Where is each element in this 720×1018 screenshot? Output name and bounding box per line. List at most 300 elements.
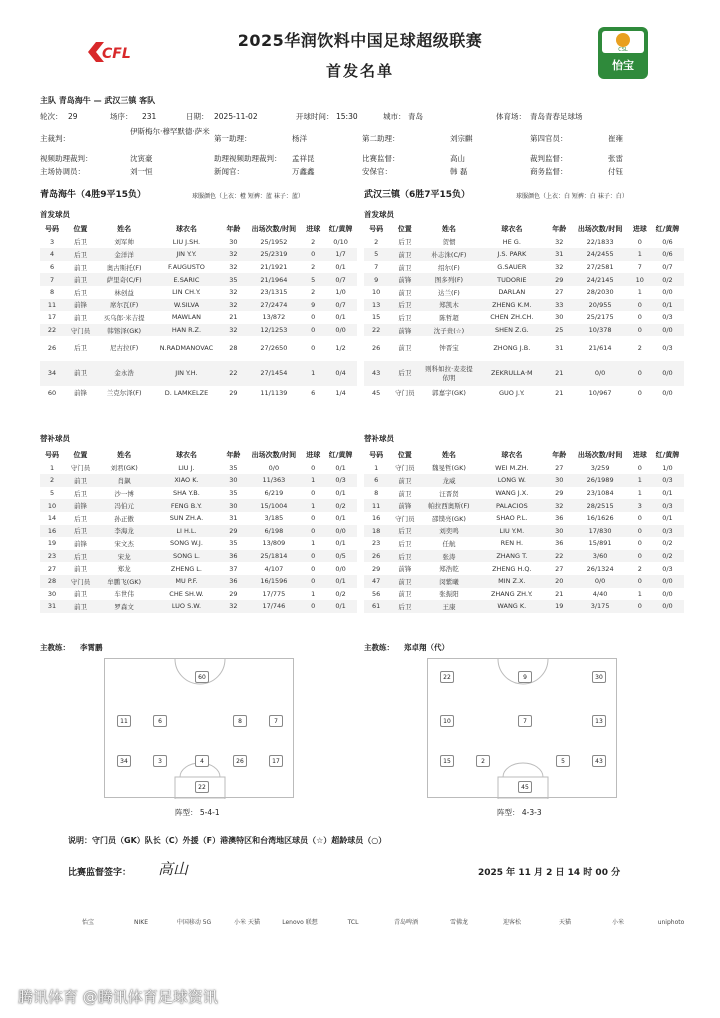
table-cell: 前锋 (64, 299, 97, 312)
table-cell: 0/2 (662, 539, 673, 548)
table-row (364, 487, 684, 500)
table-cell: 后卫 (388, 525, 421, 538)
table-cell: MAWLAN (171, 313, 202, 322)
column-header: 位置 (64, 223, 97, 236)
column-header: 年龄 (547, 449, 571, 462)
column-header: 号码 (40, 449, 64, 462)
table-cell: 后卫 (73, 514, 87, 523)
sponsor-logo (272, 908, 328, 938)
column-header: 出场次数/时间 (571, 449, 628, 462)
table-cell: 21 (555, 589, 564, 598)
sponsor-logo (643, 908, 699, 938)
official-label: 视频助理裁判： (40, 154, 93, 163)
table-cell: 萨里奇(C/F) (97, 273, 152, 286)
table-cell: ZHONG J.B. (493, 344, 531, 353)
table-cell: 17/775 (262, 589, 286, 598)
table-cell: 17 (47, 313, 57, 322)
table-cell: SUN ZH.A. (169, 514, 204, 523)
table-cell: 0/5 (324, 550, 357, 563)
table-row (40, 261, 357, 274)
table-row (364, 336, 684, 361)
table-cell: 1 (302, 361, 324, 386)
table-cell: 30 (229, 237, 238, 246)
table-cell: 37 (229, 564, 238, 573)
player-jersey-icon: 30 (592, 671, 606, 683)
table-cell: 32 (229, 263, 238, 272)
table-cell: 龙威 (421, 474, 476, 487)
table-cell: 26/1324 (586, 564, 614, 573)
svg-text:CFL: CFL (102, 46, 131, 62)
table-row (40, 575, 357, 588)
table-cell: 15/1004 (245, 499, 302, 512)
table-row (40, 588, 357, 601)
table-cell: 郑龙 (117, 565, 131, 574)
home-starters-table (40, 223, 357, 399)
table-row (40, 286, 357, 299)
table-cell: 16 (40, 525, 64, 538)
sponsor-logo (590, 908, 646, 938)
table-cell: PALACIOS (477, 499, 548, 512)
table-cell: 30 (221, 499, 245, 512)
table-cell: 后卫 (388, 600, 421, 613)
table-cell: 0 (311, 489, 316, 498)
table-cell: 前卫 (73, 565, 87, 574)
player-jersey-icon: 7 (518, 715, 532, 727)
table-row (40, 537, 357, 550)
table-cell: MIN Z.X. (477, 575, 548, 588)
table-cell: LIU J.SH. (172, 237, 201, 246)
table-cell: 孙正傲 (114, 514, 134, 523)
table-row (364, 588, 684, 601)
table-cell: 27/2474 (245, 299, 302, 312)
csl-logo (598, 27, 648, 79)
table-cell: 11 (364, 499, 388, 512)
table-row (40, 311, 357, 324)
table-cell: 张涛 (421, 550, 476, 563)
table-cell: 0/1 (662, 489, 673, 498)
city-label: 城市： (383, 112, 406, 121)
column-header: 号码 (364, 223, 388, 236)
table-cell: SONG L. (151, 550, 221, 563)
sponsor-logo (166, 908, 222, 938)
table-cell: 2 (311, 263, 316, 272)
column-header: 进球 (302, 223, 324, 236)
table-cell: 0 (629, 324, 651, 337)
sponsor-name: 中国移动 5G (176, 919, 212, 926)
table-cell: 0/7 (324, 273, 357, 286)
player-jersey-icon: 17 (269, 755, 283, 767)
table-cell: 2 (311, 288, 316, 297)
column-header: 年龄 (547, 223, 571, 236)
table-cell: ZHENG K.M. (477, 299, 548, 312)
table-cell: WANG K. (477, 600, 548, 613)
table-cell: 45 (371, 388, 381, 397)
sponsor-name: NIKE (134, 919, 148, 926)
table-cell: 后卫 (388, 299, 421, 312)
table-cell: 1 (629, 474, 651, 487)
table-cell: 4/107 (264, 564, 284, 573)
table-cell: 沈子贵(☆) (421, 324, 476, 337)
table-cell: 5 (302, 273, 324, 286)
table-cell: 后卫 (388, 550, 421, 563)
table-cell: 22 (221, 361, 245, 386)
table-row (40, 324, 357, 337)
table-cell: 1 (637, 589, 642, 598)
table-cell: 0/0 (651, 600, 684, 613)
table-cell: SHAO P.L. (496, 514, 528, 523)
table-cell: 陈哲超 (439, 313, 459, 322)
table-row (40, 273, 357, 286)
player-jersey-icon: 13 (592, 715, 606, 727)
table-cell: 7 (637, 263, 642, 272)
table-cell: 守门员 (395, 464, 415, 473)
table-cell: 1 (49, 463, 55, 472)
table-cell: 30 (547, 525, 571, 538)
away-formation-pitch (427, 658, 617, 798)
table-cell: 0/4 (324, 361, 357, 386)
home-subs-table (40, 449, 357, 613)
table-cell: 36 (555, 514, 564, 523)
table-cell: 守门员 (70, 464, 91, 473)
table-cell: 8 (49, 288, 55, 297)
sponsor-name: Lenovo 联想 (282, 919, 318, 926)
table-cell: 1 (311, 539, 316, 548)
table-cell: 28/2030 (586, 288, 614, 297)
official-label: 新闻官： (214, 167, 244, 176)
table-cell: 0 (311, 344, 316, 353)
sponsor-logo (325, 908, 381, 938)
table-row (364, 462, 684, 475)
table-cell: HAN R.Z. (151, 324, 221, 337)
away-coach-name: 郑卓翔（代） (404, 643, 449, 652)
table-row (40, 361, 357, 386)
column-header: 姓名 (421, 449, 476, 462)
column-header: 球衣名 (477, 223, 548, 236)
page-subtitle: 首发名单 (325, 62, 394, 80)
table-cell: 前卫 (388, 474, 421, 487)
table-cell: 7 (374, 263, 379, 272)
table-row (40, 236, 357, 249)
table-row (40, 299, 357, 312)
column-header: 红/黄牌 (324, 449, 357, 462)
table-cell: 0/6 (662, 237, 673, 246)
table-cell: 前锋 (388, 499, 421, 512)
home-coach-label: 主教练： (40, 643, 70, 652)
official-label: 第一助理： (214, 134, 252, 143)
game-value: 231 (142, 112, 157, 121)
table-cell: 0/0 (651, 324, 684, 337)
sponsor-name: 小米 天猫 (234, 919, 260, 926)
official-value: 付钰 (608, 167, 623, 176)
official-value: 杨洋 (292, 134, 307, 143)
table-cell: 后卫 (398, 313, 412, 322)
table-row (364, 386, 684, 399)
table-row (40, 499, 357, 512)
player-jersey-icon: 34 (117, 755, 131, 767)
table-cell: 兰克尔泽(F) (106, 389, 142, 398)
player-jersey-icon: 10 (440, 715, 454, 727)
away-starters-table (364, 223, 684, 399)
table-cell: 29 (371, 564, 381, 573)
table-cell: 0/1 (335, 263, 346, 272)
table-cell: 守门员 (395, 514, 415, 523)
table-cell: LIU J. (178, 463, 195, 472)
table-cell: LIN CH.Y. (172, 288, 201, 297)
table-row (364, 600, 684, 613)
table-row (364, 311, 684, 324)
table-cell: 16 (371, 514, 381, 523)
table-cell: 0 (629, 299, 651, 312)
away-formation-label: 阵型： 4-3-3 (497, 808, 542, 817)
table-cell: 29 (221, 525, 245, 538)
sponsor-name: 迎客松 (502, 919, 521, 926)
away-subs-title: 替补球员 (364, 434, 394, 443)
column-header: 号码 (364, 449, 388, 462)
table-cell: 0/3 (651, 499, 684, 512)
column-header: 进球 (629, 449, 651, 462)
table-cell: 36 (221, 550, 245, 563)
table-cell: 31 (547, 248, 571, 261)
table-cell: 2 (637, 564, 642, 573)
table-cell: 7 (40, 273, 64, 286)
table-cell: ZHENG L. (170, 564, 202, 573)
column-header: 位置 (64, 449, 97, 462)
column-header: 进球 (629, 223, 651, 236)
table-cell: 0/0 (662, 589, 673, 598)
table-cell: 11/363 (245, 474, 302, 487)
table-cell: 0/3 (662, 313, 673, 322)
table-cell: 前卫 (398, 263, 412, 272)
table-cell: 23/1315 (260, 288, 288, 297)
away-kit: 球服颜色（上衣：白 短裤：白 袜子：白） (516, 193, 628, 200)
table-cell: 29 (229, 589, 238, 598)
official-label: 主裁判： (40, 134, 70, 143)
table-cell: MU P.F. (151, 575, 221, 588)
column-header: 出场次数/时间 (245, 449, 302, 462)
table-cell: CHEN ZH.CH. (490, 313, 534, 322)
table-cell: 27/2581 (586, 263, 614, 272)
table-cell: 0/3 (651, 525, 684, 538)
table-cell: 20/955 (571, 299, 628, 312)
table-cell: 61 (364, 600, 388, 613)
table-cell: 王康 (421, 600, 476, 613)
sponsor-logo (378, 908, 434, 938)
table-cell: 前锋 (388, 273, 421, 286)
table-cell: 12/1253 (245, 324, 302, 337)
player-jersey-icon: 8 (233, 715, 247, 727)
sponsor-name: TCL (347, 919, 359, 926)
table-cell: 0/0 (571, 575, 628, 588)
table-cell: 前锋 (73, 389, 87, 398)
table-cell: 29 (555, 489, 564, 498)
table-cell: 郑浩乾 (439, 565, 459, 574)
sign-date: 2025 年 11 月 2 日 14 时 00 分 (478, 868, 621, 878)
table-cell: 前锋 (64, 499, 97, 512)
table-cell: 29 (229, 388, 238, 397)
table-cell: 17/830 (571, 525, 628, 538)
svg-text:CSL: CSL (618, 47, 628, 53)
table-cell: 3/185 (264, 514, 284, 523)
table-cell: 0 (637, 463, 642, 472)
table-cell: 0/0 (651, 575, 684, 588)
table-cell: 0 (311, 313, 316, 322)
table-cell: 0 (637, 539, 642, 548)
table-cell: WANG J.X. (495, 489, 529, 498)
table-cell: 33 (547, 299, 571, 312)
table-cell: 韩镕泽(GK) (97, 324, 152, 337)
table-cell: 前卫 (73, 590, 87, 599)
table-row (40, 562, 357, 575)
official-value: 张雷 (608, 154, 623, 163)
table-cell: 刘君(GK) (110, 464, 138, 473)
column-header: 红/黄牌 (651, 223, 684, 236)
player-jersey-icon: 45 (518, 781, 532, 793)
table-cell: 后卫 (388, 361, 421, 386)
sponsor-name: uniphoto (657, 919, 685, 926)
table-cell: 21 (547, 361, 571, 386)
table-cell: 0 (629, 525, 651, 538)
round-value: 29 (68, 112, 78, 121)
table-cell: 5 (49, 489, 55, 498)
table-cell: 19 (547, 600, 571, 613)
table-cell: 21 (555, 388, 564, 397)
table-cell: 朴志洙(C/F) (421, 248, 476, 261)
table-cell: 前卫 (64, 361, 97, 386)
table-cell: 1 (629, 248, 651, 261)
table-cell: 32 (547, 499, 571, 512)
table-cell: 0 (302, 525, 324, 538)
table-cell: 0/1 (335, 463, 346, 472)
sponsor-logo (219, 908, 275, 938)
table-cell: 24/2455 (571, 248, 628, 261)
table-cell: 6 (311, 388, 316, 397)
official-label: 主场协调员： (40, 167, 85, 176)
column-header: 红/黄牌 (651, 449, 684, 462)
table-cell: 29 (547, 273, 571, 286)
official-value: 刘宗麒 (450, 134, 473, 143)
table-cell: 30 (47, 589, 57, 598)
table-cell: 23/1084 (586, 489, 614, 498)
table-cell: 19 (47, 539, 57, 548)
table-cell: 22 (40, 324, 64, 337)
table-cell: ZHANG ZH.Y. (490, 589, 533, 598)
player-jersey-icon: 60 (195, 671, 209, 683)
table-row (364, 248, 684, 261)
table-row (40, 487, 357, 500)
table-cell: 0/3 (324, 474, 357, 487)
table-row (40, 386, 357, 399)
home-subs-title: 替补球员 (40, 434, 70, 443)
sponsor-name: 青岛啤酒 (393, 919, 418, 926)
player-jersey-icon: 22 (440, 671, 454, 683)
table-cell: 23 (40, 550, 64, 563)
table-cell: 3/175 (571, 600, 628, 613)
away-subs-table (364, 449, 684, 613)
player-jersey-icon: 43 (592, 755, 606, 767)
table-cell: E.SARIC (151, 273, 221, 286)
player-jersey-icon: 6 (153, 715, 167, 727)
table-cell: 32 (229, 288, 238, 297)
column-header: 球衣名 (477, 449, 548, 462)
table-cell: 0 (302, 324, 324, 337)
table-cell: 2 (374, 237, 379, 246)
table-cell: ZEKRULLA·M (477, 361, 548, 386)
kickoff-value: 15:30 (336, 112, 358, 121)
table-cell: 0 (629, 361, 651, 386)
table-cell: 26 (364, 550, 388, 563)
table-cell: 21/1921 (260, 263, 288, 272)
table-cell: 郭嘉宇(GK) (432, 389, 466, 398)
table-cell: 任航 (442, 539, 456, 548)
table-cell: 0 (302, 575, 324, 588)
table-cell: ZHANG T. (477, 550, 548, 563)
table-cell: 26 (371, 344, 381, 353)
table-cell: 3 (49, 237, 55, 246)
table-cell: 43 (364, 361, 388, 386)
table-cell: 林创益 (114, 288, 134, 297)
table-cell: 10 (629, 273, 651, 286)
table-cell: 31 (229, 514, 238, 523)
table-cell: 守门员 (64, 324, 97, 337)
table-cell: 0 (311, 514, 316, 523)
table-cell: 0 (637, 237, 642, 246)
table-cell: 后卫 (398, 539, 412, 548)
column-header: 年龄 (221, 223, 245, 236)
sponsor-logo (60, 908, 116, 938)
stadium-label: 体育场： (496, 112, 526, 121)
player-jersey-icon: 3 (153, 755, 167, 767)
table-cell: 0 (302, 600, 324, 613)
table-cell: 9 (302, 299, 324, 312)
official-label: 商务监督： (530, 167, 568, 176)
table-cell: 27/1454 (245, 361, 302, 386)
table-cell: 13/809 (262, 539, 286, 548)
table-row (364, 499, 684, 512)
table-cell: LONG W. (477, 474, 548, 487)
table-cell: 31 (555, 344, 564, 353)
table-cell: 13/872 (262, 313, 286, 322)
table-cell: 0/0 (324, 324, 357, 337)
official-label: 比赛监督： (362, 154, 400, 163)
table-cell: 宋龙 (97, 550, 152, 563)
table-cell: 10/378 (571, 324, 628, 337)
official-value: 伊斯梅尔·穆罕默德·萨米 (130, 127, 210, 136)
column-header: 姓名 (97, 223, 152, 236)
official-value: 孟祥昆 (292, 154, 315, 163)
table-cell: 0/0 (268, 463, 280, 472)
table-row (364, 474, 684, 487)
sponsor-name: 小米 (611, 919, 624, 926)
table-cell: CHE SH.W. (169, 589, 204, 598)
table-cell: 35 (221, 273, 245, 286)
table-cell: 17/746 (245, 600, 302, 613)
table-cell: 24/2145 (571, 273, 628, 286)
table-cell: 0/1 (662, 514, 673, 523)
table-cell: 13 (364, 299, 388, 312)
home-formation-value: 5-4-1 (199, 808, 220, 817)
page-title: 2025华润饮料中国足球超级联赛 (237, 31, 483, 50)
table-cell: 35 (229, 463, 238, 472)
table-cell: 1 (302, 474, 324, 487)
date-label: 日期： (186, 112, 209, 121)
table-cell: 32 (555, 263, 564, 272)
table-cell: 26 (47, 344, 57, 353)
table-cell: SHEN Z.G. (477, 324, 548, 337)
table-cell: 贺惯 (442, 238, 456, 247)
table-row (364, 562, 684, 575)
official-value: 崔雍 (608, 134, 623, 143)
table-cell: 0/2 (651, 273, 684, 286)
